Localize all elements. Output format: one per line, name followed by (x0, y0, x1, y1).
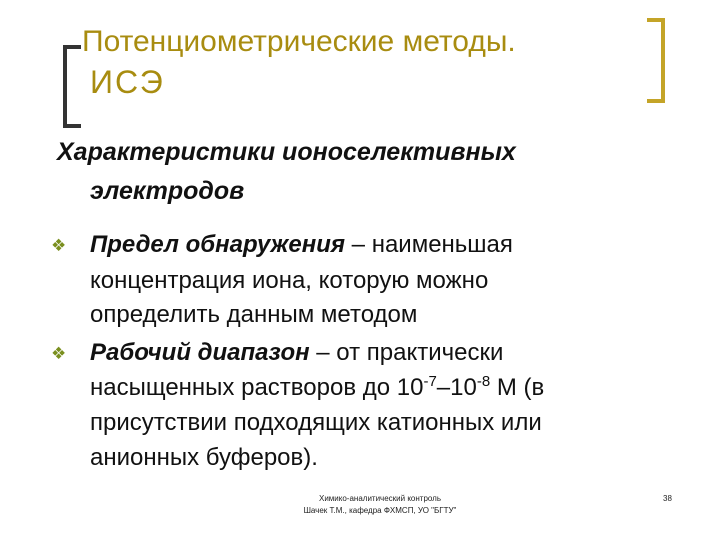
bullet-2-separator: – (309, 339, 337, 366)
footer-line-1: Химико-аналитический контроль (318, 494, 442, 503)
bullet-1-term: Предел обнаружения (90, 231, 345, 258)
bullet-1-line-3: определить данным методом (90, 301, 418, 328)
bullet-2-unit: М (в (490, 374, 545, 401)
bullet-2-text-1: от практически (336, 339, 504, 366)
bullet-1-line-2: концентрация иона, которую можно (90, 267, 489, 294)
slide-title-line-1: Потенциометрические методы. (82, 25, 516, 58)
diamond-bullet-icon: ❖ (51, 344, 67, 363)
section-heading-line-1: Характеристики ионоселективных (57, 138, 516, 166)
bullet-2-range-end: –10 (436, 374, 477, 401)
bullet-2-line-4: анионных буферов). (90, 444, 318, 471)
bullet-1-text-1: наименьшая (371, 231, 513, 258)
footer-line-2: Шачек Т.М., кафедра ФХМСП, УО "БГТУ" (303, 506, 457, 515)
page-number: 38 (663, 494, 672, 503)
right-bracket-decoration (647, 18, 665, 103)
bullet-2-line-3: присутствии подходящих катионных или (90, 409, 542, 436)
bullet-2-term: Рабочий диапазон (90, 339, 310, 366)
bullet-2-line-2 (90, 370, 544, 406)
diamond-bullet-icon: ❖ (51, 236, 67, 255)
bullet-1-line-1 (90, 227, 513, 263)
footer (280, 493, 480, 517)
exponent-2: -8 (476, 373, 491, 390)
bullet-2-range-start: насыщенных растворов до 10 (90, 374, 424, 401)
section-heading-line-2: электродов (90, 177, 245, 205)
bullet-1-separator: – (345, 231, 372, 258)
slide-title-line-2: ИСЭ (90, 64, 165, 100)
bullet-2-line-1 (90, 335, 503, 371)
exponent-1: -7 (423, 373, 437, 390)
left-bracket-decoration (63, 45, 81, 128)
